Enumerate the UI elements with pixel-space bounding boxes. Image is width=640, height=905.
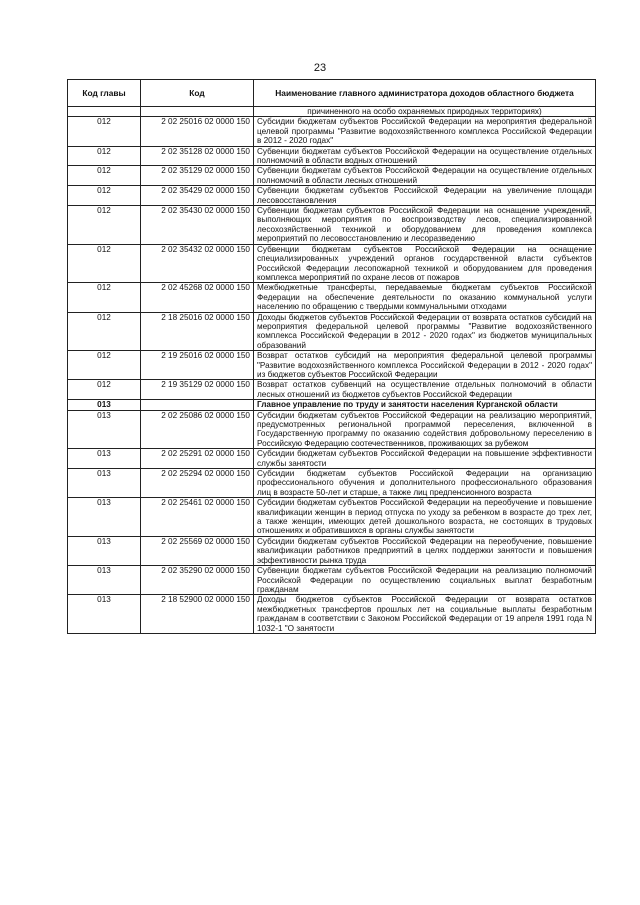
description-cell: Главное управление по труду и занятости населения Курганской области [254, 400, 596, 410]
page-number: 23 [313, 62, 327, 74]
code-cell: 2 02 35290 02 0000 150 [141, 566, 254, 595]
table-row [68, 449, 596, 469]
description-cell: Возврат остатков субвенций на осуществление отдельных полномочий в области лесных отношений из бюджетов субъектов Российской Федерации [254, 380, 596, 400]
chapter-code-cell: 013 [68, 536, 141, 565]
header-chapter-code: Код главы [68, 80, 141, 107]
description-cell: Субсидии бюджетам субъектов Российской Федерации на реализацию мероприятий, предусмотренных региональной программой переселения, включенной в Государственную программу по оказанию содействия добровольному переселению в Российскую Федерацию соотечественников, проживающих за рубежом [254, 410, 596, 449]
chapter-code-cell: 012 [68, 380, 141, 400]
code-cell: 2 18 52900 02 0000 150 [141, 595, 254, 634]
description-cell: Межбюджетные трансферты, передаваемые бюджетам субъектов Российской Федерации на обеспечение деятельности по оказанию коммунальной услуги населению по обращению с твердыми коммунальными отходами [254, 283, 596, 312]
chapter-code-cell: 012 [68, 166, 141, 186]
table-row [68, 166, 596, 186]
header-administrator-name: Наименование главного администратора доходов областного бюджета [254, 80, 596, 107]
continuation-empty-cell [68, 107, 141, 117]
table-row [68, 400, 596, 410]
code-cell: 2 02 35128 02 0000 150 [141, 146, 254, 166]
description-cell: Субсидии бюджетам субъектов Российской Федерации на организацию профессионального обучения и дополнительного профессионального образования лиц в возрасте 50-лет и старше, а также лиц предпенсионного возраста [254, 469, 596, 498]
code-cell: 2 02 25569 02 0000 150 [141, 536, 254, 565]
description-cell: Субвенции бюджетам субъектов Российской Федерации на осуществление отдельных полномочий в области лесных отношений [254, 166, 596, 186]
description-cell: Доходы бюджетов субъектов Российской Федерации от возврата остатков межбюджетных трансфертов прошлых лет на социальные выплаты безработным гражданам в соответствии с Законом Российской Федерации от 19 апреля 1991 года N 1032-1 "О занятости [254, 595, 596, 634]
code-cell [141, 400, 254, 410]
table-row [68, 283, 596, 312]
code-cell: 2 18 25016 02 0000 150 [141, 312, 254, 351]
description-cell: Субсидии бюджетам субъектов Российской Федерации на переобучение и повышение квалификации женщин в период отпуска по уходу за ребенком в возрасте до трех лет, а также женщин, имеющих детей дошкольного возраста, не состоящих в трудовых отношениях и обратившихся в органы службы занятости [254, 498, 596, 537]
revenue-codes-table [67, 79, 596, 634]
code-cell: 2 02 35432 02 0000 150 [141, 244, 254, 283]
chapter-code-cell: 012 [68, 117, 141, 146]
continuation-empty-cell [141, 107, 254, 117]
chapter-code-cell: 012 [68, 351, 141, 380]
code-cell: 2 02 45268 02 0000 150 [141, 283, 254, 312]
chapter-code-cell: 013 [68, 449, 141, 469]
chapter-code-cell: 012 [68, 146, 141, 166]
description-cell: Субсидии бюджетам субъектов Российской Федерации на переобучение, повышение квалификации работников предприятий в целях поддержки занятости и повышения эффективности рынка труда [254, 536, 596, 565]
table-body [68, 107, 596, 634]
description-cell: Субвенции бюджетам субъектов Российской Федерации на реализацию полномочий Российской Федерации по осуществлению социальных выплат безработным гражданам [254, 566, 596, 595]
chapter-code-cell: 012 [68, 283, 141, 312]
code-cell: 2 19 35129 02 0000 150 [141, 380, 254, 400]
chapter-code-cell: 012 [68, 186, 141, 206]
chapter-code-cell: 012 [68, 312, 141, 351]
description-cell: Субвенции бюджетам субъектов Российской Федерации на оснащение специализированных учреждений органов государственной власти субъектов Российской Федерации лесопожарной техникой и оборудованием для проведения комплекса мероприятий по охране лесов от пожаров [254, 244, 596, 283]
table-row [68, 498, 596, 537]
description-cell: Доходы бюджетов субъектов Российской Федерации от возврата остатков субсидий на мероприятия федеральной целевой программы "Развитие водохозяйственного комплекса Российской Федерации в 2012 - 2020 годах" из бюджетов муниципальных образований [254, 312, 596, 351]
table-row [68, 536, 596, 565]
chapter-code-cell: 013 [68, 498, 141, 537]
chapter-code-cell: 013 [68, 469, 141, 498]
code-cell: 2 02 25016 02 0000 150 [141, 117, 254, 146]
table-row [68, 380, 596, 400]
chapter-code-cell: 012 [68, 244, 141, 283]
description-cell: Субвенции бюджетам субъектов Российской Федерации на увеличение площади лесовосстановления [254, 186, 596, 206]
continuation-text: причиненного на особо охраняемых природных территориях) [254, 107, 596, 117]
table-row [68, 469, 596, 498]
table-row [68, 146, 596, 166]
description-cell: Возврат остатков субсидий на мероприятия федеральной целевой программы "Развитие водохозяйственного комплекса Российской Федерации в 2012 - 2020 годах" из бюджетов субъектов Российской Федерации [254, 351, 596, 380]
code-cell: 2 02 35129 02 0000 150 [141, 166, 254, 186]
table-row [68, 410, 596, 449]
description-cell: Субвенции бюджетам субъектов Российской Федерации на осуществление отдельных полномочий в области водных отношений [254, 146, 596, 166]
table-row [68, 312, 596, 351]
chapter-code-cell: 013 [68, 410, 141, 449]
chapter-code-cell: 013 [68, 400, 141, 410]
code-cell: 2 02 35429 02 0000 150 [141, 186, 254, 206]
table-row [68, 595, 596, 634]
chapter-code-cell: 012 [68, 206, 141, 245]
code-cell: 2 02 25291 02 0000 150 [141, 449, 254, 469]
code-cell: 2 02 25086 02 0000 150 [141, 410, 254, 449]
continuation-row [68, 107, 596, 117]
table-header-row [68, 80, 596, 107]
table-row [68, 186, 596, 206]
code-cell: 2 19 25016 02 0000 150 [141, 351, 254, 380]
code-cell: 2 02 25461 02 0000 150 [141, 498, 254, 537]
table-row [68, 351, 596, 380]
chapter-code-cell: 013 [68, 595, 141, 634]
header-code: Код [141, 80, 254, 107]
description-cell: Субсидии бюджетам субъектов Российской Федерации на мероприятия федеральной целевой программы "Развитие водохозяйственного комплекса Российской Федерации в 2012 - 2020 годах" [254, 117, 596, 146]
table-row [68, 566, 596, 595]
description-cell: Субсидии бюджетам субъектов Российской Федерации на повышение эффективности службы занятости [254, 449, 596, 469]
table-row [68, 206, 596, 245]
code-cell: 2 02 25294 02 0000 150 [141, 469, 254, 498]
code-cell: 2 02 35430 02 0000 150 [141, 206, 254, 245]
table-row [68, 117, 596, 146]
chapter-code-cell: 013 [68, 566, 141, 595]
table-row [68, 244, 596, 283]
description-cell: Субвенции бюджетам субъектов Российской Федерации на оснащение учреждений, выполняющих мероприятия по воспроизводству лесов, специализированной лесохозяйственной техникой и оборудованием для проведения комплекса мероприятий по лесовосстановлению и лесоразведению [254, 206, 596, 245]
